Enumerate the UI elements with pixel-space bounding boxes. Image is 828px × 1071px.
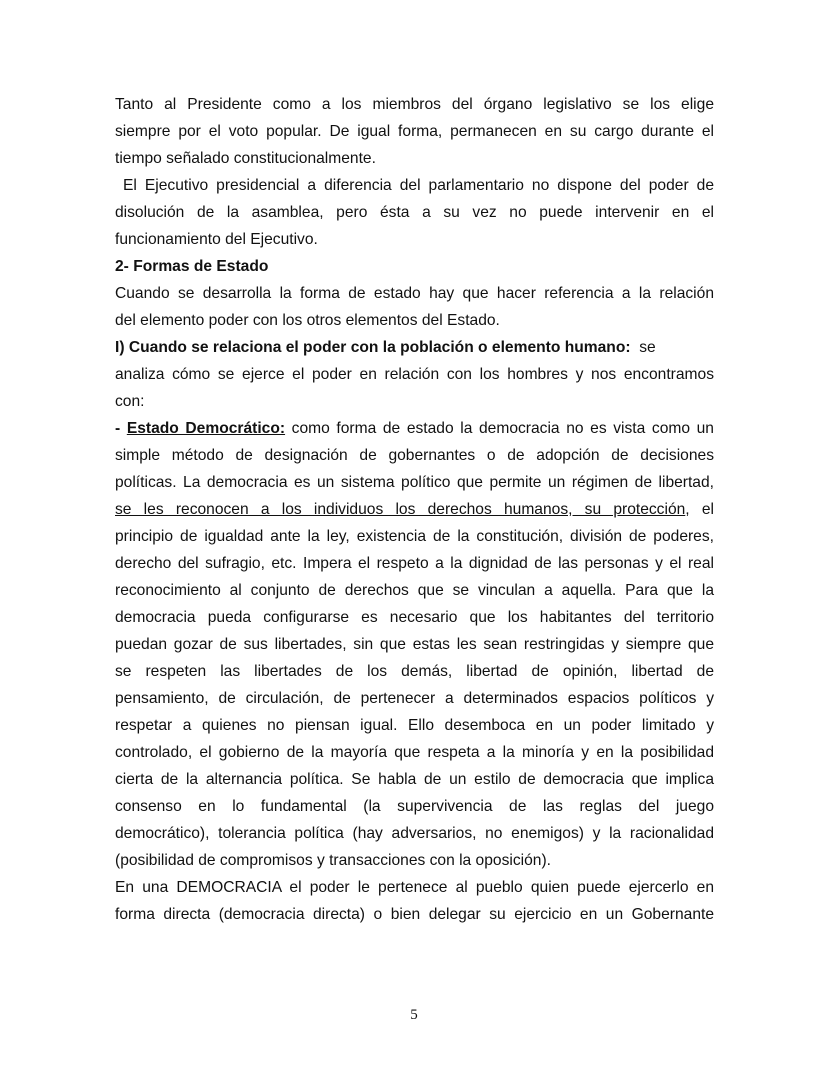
text-line: simple método de designación de gobernantes o de adopción de decisiones — [115, 447, 714, 464]
text-line: democrático), tolerancia política (hay adversarios, no enemigos) y la racionalidad — [115, 825, 714, 842]
text-line: reconocimiento al conjunto de derechos que se vinculan a aquella. Para que la — [115, 582, 714, 599]
text-line: derecho del sufragio, etc. Impera el respeto a la dignidad de las personas y el real — [115, 555, 714, 572]
subheading-bold: I) Cuando se relaciona el poder con la población o elemento humano: — [115, 339, 631, 356]
text-line: (posibilidad de compromisos y transacciones con la oposición). — [115, 852, 551, 869]
text-line: En una DEMOCRACIA el poder le pertenece al pueblo quien puede ejercerlo en — [115, 879, 714, 896]
text-line: principio de igualdad ante la ley, existencia de la constitución, división de poderes, — [115, 528, 714, 545]
text-line: Tanto al Presidente como a los miembros del órgano legislativo se los elige — [115, 96, 714, 113]
text-line: con: — [115, 393, 145, 410]
text-line: consenso en lo fundamental (la supervivencia de las reglas del juego — [115, 798, 714, 815]
text-line: democracia pueda configurarse es necesario que los habitantes del territorio — [115, 609, 714, 626]
text-line: forma directa (democracia directa) o bien delegar su ejercicio en un Gobernante — [115, 906, 714, 923]
underlined-text: se les reconocen a los individuos los derechos humanos, su protección — [115, 501, 686, 518]
text-line: disolución de la asamblea, pero ésta a su vez no puede intervenir en el — [115, 204, 714, 221]
text-line: pensamiento, de circulación, de pertenecer a determinados espacios políticos y — [115, 690, 714, 707]
text-line: tiempo señalado constitucionalmente. — [115, 150, 376, 167]
term-label: Estado Democrático: — [126, 420, 286, 437]
text-line: puedan gozar de sus libertades, sin que estas les sean restringidas y siempre que — [115, 636, 714, 653]
underlined-line — [115, 500, 714, 520]
text-line: del elemento poder con los otros elementos del Estado. — [115, 312, 500, 329]
text-line: analiza cómo se ejerce el poder en relación con los hombres y nos encontramos — [115, 366, 714, 383]
text-line: controlado, el gobierno de la mayoría que respeta a la minoría y en la posibilidad — [115, 744, 714, 761]
term-line — [115, 419, 714, 439]
text-line: funcionamiento del Ejecutivo. — [115, 231, 318, 248]
subheading-rest: se — [630, 339, 656, 356]
subheading-line — [115, 338, 714, 358]
text-line: Cuando se desarrolla la forma de estado hay que hacer referencia a la relación — [115, 285, 714, 302]
text-line: siempre por el voto popular. De igual forma, permanecen en su cargo durante el — [115, 123, 714, 140]
term-rest: como forma de estado la democracia no es vista como un — [285, 420, 714, 437]
term-dash: - — [115, 420, 127, 437]
text-line: cierta de la alternancia política. Se habla de un estilo de democracia que implica — [115, 771, 714, 788]
page-number: 5 — [410, 1007, 418, 1023]
text-line: se respeten las libertades de los demás, libertad de opinión, libertad de — [115, 663, 714, 680]
text-line: respetar a quienes no piensan igual. Ello desemboca en un poder limitado y — [115, 717, 714, 734]
section-heading: 2- Formas de Estado — [115, 258, 269, 275]
text-line: políticas. La democracia es un sistema político que permite un régimen de libertad, — [115, 474, 714, 491]
text-line: El Ejecutivo presidencial a diferencia del parlamentario no dispone del poder de — [115, 177, 714, 194]
underlined-rest: , el — [685, 501, 714, 518]
